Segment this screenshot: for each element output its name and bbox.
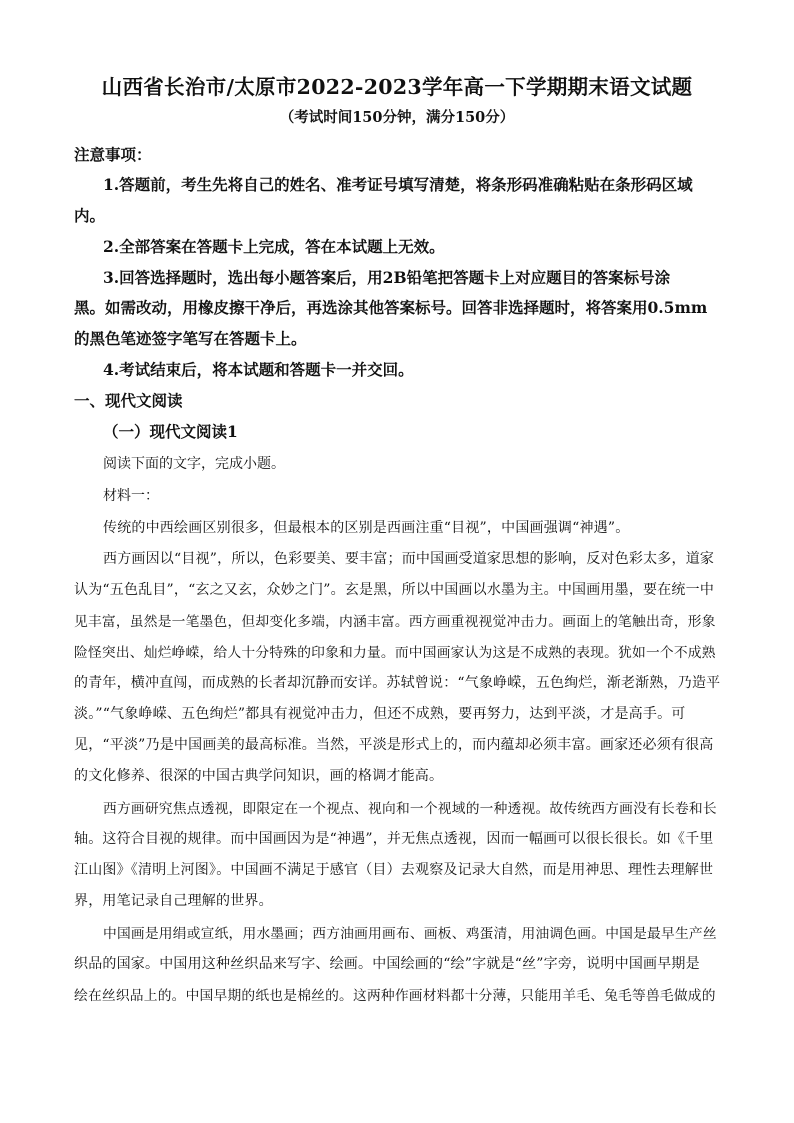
- body-line: 险怪突出、灿烂峥嵘，给人十分特殊的印象和力量。而中国画家认为这是不成熟的表现。犹如一个不成熟: [74, 645, 716, 661]
- body-line: 传统的中西绘画区别很多，但最根本的区别是西画注重“目视”，中国画强调“神遇”。: [103, 520, 630, 536]
- body-line: 西方画研究焦点透视，即限定在一个视点、视向和一个视域的一种透视。故传统西方画没有长卷和长: [103, 801, 717, 817]
- body-line: 的文化修养、很深的中国古典学问知识，画的格调才能高。: [74, 768, 444, 784]
- body-line: 界，用笔记录自己理解的世界。: [74, 893, 273, 909]
- body-line: 认为“五色乱目”，“玄之又玄，众妙之门”。玄是黑，所以中国画以水墨为主。中国画用墨，要在统一中: [74, 582, 715, 598]
- body-line: 轴。这符合目视的规律。而中国画因为是“神遇”，并无焦点透视，因而一幅画可以很长很长。如《千里: [74, 831, 714, 847]
- body-line: 见，“平淡”乃是中国画美的最高标准。当然，平淡是形式上的，而内蕴却必须丰富。画家还必须有很高: [74, 737, 714, 753]
- section-subheading: （一）现代文阅读1: [103, 422, 238, 441]
- notice-line: 的黑色笔迹签字笔写在答题卡上。: [74, 329, 307, 348]
- body-line: 绘在丝织品上的。中国早期的纸也是棉丝的。这两种作画材料都十分薄，只能用羊毛、兔毛等兽毛做成的: [74, 988, 716, 1004]
- reading-instruction: 阅读下面的文字，完成小题。: [103, 456, 285, 472]
- notice-line: 3.回答选择题时，选出每小题答案后，用2B铅笔把答题卡上对应题目的答案标号涂: [103, 268, 671, 287]
- page-title: 山西省长治市/太原市2022-2023学年高一下学期期末语文试题: [101, 75, 693, 99]
- body-line: 见丰富，虽然是一笔墨色，但却变化多端，内涵丰富。西方画重视视觉冲击力。画面上的笔触出奇，形象: [74, 614, 716, 630]
- notice-line: 1.答题前，考生先将自己的姓名、准考证号填写清楚，将条形码准确粘贴在条形码区域: [103, 175, 693, 194]
- body-line: 淡。”“气象峥嵘、五色绚烂”都具有视觉冲击力，但还不成熟，要再努力，达到平淡，才是高手。可: [74, 706, 686, 722]
- body-line: 西方画因以“目视”，所以，色彩要美、要丰富；而中国画受道家思想的影响，反对色彩太多，道家: [103, 551, 715, 567]
- section-heading: 一、现代文阅读: [74, 391, 183, 410]
- body-line: 的青年，横冲直闯，而成熟的长者却沉静而安详。苏轼曾说：“气象峥嵘，五色绚烂，渐老渐熟，乃造平: [74, 675, 721, 691]
- notice-line: 黑。如需改动，用橡皮擦干净后，再选涂其他答案标号。回答非选择题时，将答案用0.5mm: [74, 298, 708, 317]
- notice-line: 2.全部答案在答题卡上完成，答在本试题上无效。: [103, 237, 445, 256]
- body-line: 织品的国家。中国用这种丝织品来写字、绘画。中国绘画的“绘”字就是“丝”字旁，说明中国画早期是: [74, 956, 700, 972]
- notice-line: 4.考试结束后，将本试题和答题卡一并交回。: [103, 360, 414, 379]
- notice-line: 内。: [74, 206, 106, 225]
- material-label: 材料一：: [103, 488, 159, 504]
- notice-heading: 注意事项：: [74, 145, 152, 164]
- exam-duration-note: （考试时间150分钟，满分150分）: [279, 109, 515, 126]
- body-line: 江山图》《清明上河图》。中国画不满足于感官（目）去观察及记录大自然，而是用神思、理性去理解世: [74, 862, 714, 878]
- body-line: 中国画是用绢或宣纸，用水墨画；西方油画用画布、画板、鸡蛋清，用油调色画。中国是最早生产丝: [103, 926, 717, 942]
